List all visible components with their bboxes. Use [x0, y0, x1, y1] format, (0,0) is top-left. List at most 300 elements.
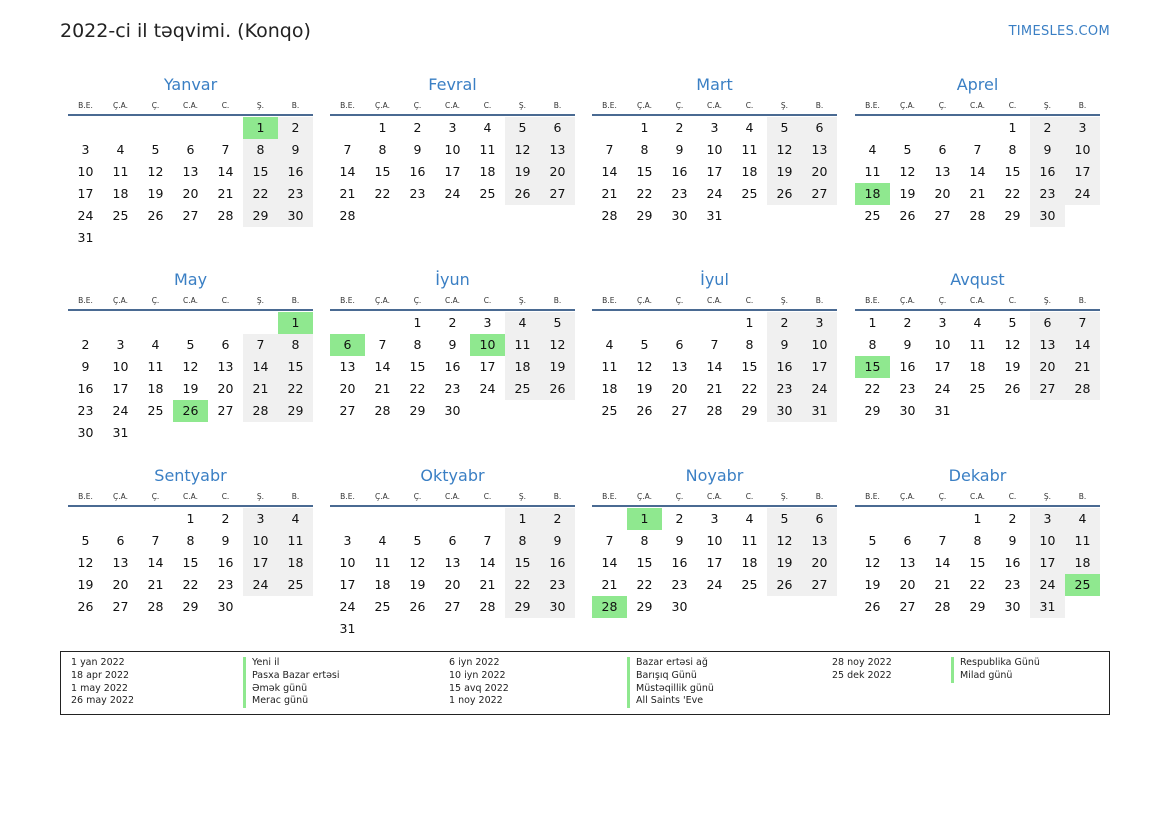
- holiday-day: 10: [470, 334, 505, 356]
- day-cell: 22: [864, 381, 881, 396]
- day-cell: 27: [802, 183, 837, 205]
- empty-cell: [103, 117, 138, 139]
- weekday-label: Ç.: [938, 491, 947, 501]
- empty-cell: [138, 117, 173, 139]
- day-cell: 17: [112, 381, 129, 396]
- holiday-legend: [60, 651, 1110, 715]
- day-cell: 7: [605, 533, 614, 548]
- day-cell: 23: [1004, 577, 1021, 592]
- empty-cell: [855, 508, 890, 530]
- month-10: [330, 465, 575, 640]
- weekday-label: Ş.: [256, 491, 265, 501]
- day-cell: 31: [802, 400, 837, 422]
- weekday-label: C.A.: [444, 295, 460, 305]
- weekday-label: C.: [1008, 491, 1017, 501]
- month-name: Noyabr: [685, 466, 744, 485]
- day-cell: 23: [540, 574, 575, 596]
- day-cell: 18: [479, 164, 496, 179]
- weekday-label: B.: [291, 295, 300, 305]
- legend-date: 18 apr 2022: [71, 669, 130, 681]
- day-cell: 9: [413, 142, 422, 157]
- legend-holiday-name: Barışıq Günü: [627, 670, 697, 683]
- weekday-label: C.A.: [969, 100, 985, 110]
- weekday-header: [592, 291, 837, 311]
- weekday-label: C.A.: [182, 295, 198, 305]
- day-cell: 19: [1004, 359, 1021, 374]
- day-cell: 10: [339, 555, 356, 570]
- day-cell: 21: [601, 186, 618, 201]
- empty-cell: [208, 312, 243, 334]
- empty-cell: [365, 312, 400, 334]
- day-cell: 12: [1004, 337, 1021, 352]
- day-cell: 9: [675, 533, 684, 548]
- day-grid: [592, 507, 837, 618]
- weekday-label: Ç.: [151, 295, 160, 305]
- day-cell: 3: [448, 120, 457, 135]
- day-cell: 29: [182, 599, 199, 614]
- day-cell: 4: [745, 120, 754, 135]
- day-cell: 21: [1065, 356, 1100, 378]
- day-cell: 27: [444, 599, 461, 614]
- day-cell: 8: [378, 142, 387, 157]
- day-cell: 7: [151, 533, 160, 548]
- weekday-label: Ç.A.: [374, 491, 390, 501]
- day-cell: 26: [899, 208, 916, 223]
- holiday-day: 1: [243, 117, 278, 139]
- day-cell: 23: [899, 381, 916, 396]
- day-cell: 7: [1065, 312, 1100, 334]
- weekday-label: C.A.: [706, 295, 722, 305]
- day-cell: 25: [147, 403, 164, 418]
- legend-date: 15 avq 2022: [449, 682, 509, 694]
- month-4: [855, 74, 1100, 227]
- legend-holiday-name: Müstəqillik günü: [627, 683, 714, 696]
- day-cell: 27: [112, 599, 129, 614]
- weekday-label: B.E.: [340, 100, 355, 110]
- holiday-day: 18: [855, 183, 890, 205]
- weekday-label: Ç.A.: [899, 100, 915, 110]
- day-cell: 12: [767, 139, 802, 161]
- month-name: Aprel: [956, 75, 999, 94]
- day-cell: 5: [540, 312, 575, 334]
- day-cell: 6: [938, 142, 947, 157]
- day-cell: 14: [969, 164, 986, 179]
- day-cell: 14: [374, 359, 391, 374]
- day-cell: 23: [767, 378, 802, 400]
- day-cell: 5: [81, 533, 90, 548]
- day-cell: 21: [969, 186, 986, 201]
- day-cell: 28: [243, 400, 278, 422]
- day-grid: [330, 507, 575, 640]
- day-cell: 22: [969, 577, 986, 592]
- day-cell: 25: [741, 577, 758, 592]
- weekday-label: Ç.A.: [112, 295, 128, 305]
- day-cell: 16: [278, 161, 313, 183]
- day-cell: 10: [802, 334, 837, 356]
- day-cell: 11: [741, 142, 758, 157]
- day-cell: 24: [802, 378, 837, 400]
- month-name: Avqust: [950, 270, 1005, 289]
- weekday-label: Ç.: [675, 100, 684, 110]
- weekday-label: B.E.: [340, 491, 355, 501]
- day-grid: [330, 116, 575, 227]
- day-cell: 5: [413, 533, 422, 548]
- day-cell: 2: [675, 511, 684, 526]
- day-cell: 23: [409, 186, 426, 201]
- day-grid: [592, 116, 837, 227]
- weekday-label: Ç.A.: [636, 100, 652, 110]
- day-cell: 24: [706, 577, 723, 592]
- day-cell: 16: [671, 164, 688, 179]
- day-cell: 30: [217, 599, 234, 614]
- day-cell: 14: [339, 164, 356, 179]
- empty-cell: [173, 312, 208, 334]
- weekday-header: [855, 96, 1100, 116]
- weekday-label: Ç.: [413, 295, 422, 305]
- day-cell: 12: [409, 555, 426, 570]
- day-cell: 16: [671, 555, 688, 570]
- day-cell: 27: [934, 208, 951, 223]
- day-cell: 21: [217, 186, 234, 201]
- day-cell: 4: [605, 337, 614, 352]
- weekday-label: B.: [553, 100, 562, 110]
- day-cell: 17: [339, 577, 356, 592]
- weekday-header: [330, 487, 575, 507]
- day-cell: 8: [745, 337, 754, 352]
- day-cell: 4: [1065, 508, 1100, 530]
- day-cell: 4: [378, 533, 387, 548]
- month-3: [592, 74, 837, 227]
- day-cell: 15: [243, 161, 278, 183]
- day-cell: 11: [479, 142, 496, 157]
- legend-holiday-name: Yeni il: [243, 657, 279, 670]
- day-cell: 26: [147, 208, 164, 223]
- empty-cell: [592, 312, 627, 334]
- day-cell: 30: [540, 596, 575, 618]
- weekday-label: C.: [1008, 295, 1017, 305]
- day-cell: 30: [671, 599, 688, 614]
- day-cell: 11: [505, 334, 540, 356]
- day-cell: 26: [636, 403, 653, 418]
- day-cell: 31: [706, 208, 723, 223]
- day-cell: 2: [221, 511, 230, 526]
- day-cell: 11: [278, 530, 313, 552]
- day-cell: 12: [182, 359, 199, 374]
- day-cell: 13: [934, 164, 951, 179]
- day-cell: 24: [77, 208, 94, 223]
- weekday-label: C.: [221, 295, 230, 305]
- weekday-label: Ç.: [675, 295, 684, 305]
- empty-cell: [627, 312, 662, 334]
- month-12: [855, 465, 1100, 618]
- day-cell: 13: [671, 359, 688, 374]
- day-cell: 13: [339, 359, 356, 374]
- day-cell: 24: [112, 403, 129, 418]
- day-cell: 4: [745, 511, 754, 526]
- day-cell: 31: [934, 403, 951, 418]
- day-cell: 1: [1008, 120, 1017, 135]
- day-cell: 14: [217, 164, 234, 179]
- month-2: [330, 74, 575, 227]
- day-cell: 12: [147, 164, 164, 179]
- day-cell: 8: [243, 139, 278, 161]
- legend-date: 1 yan 2022: [71, 657, 125, 668]
- day-cell: 17: [1030, 552, 1065, 574]
- day-cell: 1: [413, 315, 422, 330]
- day-cell: 21: [243, 378, 278, 400]
- day-cell: 26: [505, 183, 540, 205]
- day-cell: 19: [182, 381, 199, 396]
- weekday-label: Ş.: [780, 100, 789, 110]
- empty-cell: [470, 508, 505, 530]
- day-cell: 11: [741, 533, 758, 548]
- day-cell: 25: [479, 186, 496, 201]
- empty-cell: [330, 508, 365, 530]
- month-name: Fevral: [428, 75, 477, 94]
- day-cell: 18: [278, 552, 313, 574]
- day-cell: 22: [409, 381, 426, 396]
- day-cell: 11: [112, 164, 129, 179]
- day-cell: 12: [767, 530, 802, 552]
- day-cell: 24: [444, 186, 461, 201]
- day-cell: 4: [973, 315, 982, 330]
- day-cell: 27: [802, 574, 837, 596]
- day-cell: 23: [671, 186, 688, 201]
- day-cell: 28: [479, 599, 496, 614]
- day-cell: 9: [767, 334, 802, 356]
- day-cell: 2: [1008, 511, 1017, 526]
- day-cell: 14: [601, 555, 618, 570]
- weekday-label: B.E.: [602, 295, 617, 305]
- day-cell: 12: [636, 359, 653, 374]
- day-cell: 3: [710, 120, 719, 135]
- day-cell: 26: [540, 378, 575, 400]
- day-cell: 15: [374, 164, 391, 179]
- legend-date: 25 dek 2022: [832, 669, 892, 681]
- day-cell: 13: [802, 139, 837, 161]
- day-cell: 7: [483, 533, 492, 548]
- empty-cell: [662, 312, 697, 334]
- month-8: [855, 269, 1100, 422]
- weekday-label: C.: [221, 491, 230, 501]
- month-5: [68, 269, 313, 444]
- day-cell: 15: [636, 555, 653, 570]
- day-cell: 15: [969, 555, 986, 570]
- day-cell: 3: [938, 315, 947, 330]
- empty-cell: [855, 117, 890, 139]
- day-cell: 12: [540, 334, 575, 356]
- empty-cell: [103, 508, 138, 530]
- day-cell: 4: [278, 508, 313, 530]
- day-cell: 6: [540, 117, 575, 139]
- weekday-label: C.: [745, 295, 754, 305]
- day-cell: 28: [934, 599, 951, 614]
- day-cell: 13: [899, 555, 916, 570]
- day-cell: 26: [864, 599, 881, 614]
- day-cell: 29: [409, 403, 426, 418]
- empty-cell: [365, 508, 400, 530]
- weekday-label: B.E.: [78, 491, 93, 501]
- weekday-label: Ş.: [256, 295, 265, 305]
- day-cell: 28: [969, 208, 986, 223]
- day-cell: 8: [278, 334, 313, 356]
- month-name: İyul: [700, 270, 729, 289]
- empty-cell: [68, 508, 103, 530]
- day-cell: 27: [899, 599, 916, 614]
- month-name: İyun: [435, 270, 470, 289]
- day-cell: 25: [112, 208, 129, 223]
- day-cell: 29: [636, 208, 653, 223]
- month-1: [68, 74, 313, 249]
- day-cell: 20: [444, 577, 461, 592]
- day-cell: 31: [339, 621, 356, 636]
- brand-link[interactable]: TIMESLES.COM: [1008, 24, 1110, 39]
- day-cell: 1: [868, 315, 877, 330]
- day-cell: 15: [182, 555, 199, 570]
- day-cell: 20: [1030, 356, 1065, 378]
- day-cell: 29: [505, 596, 540, 618]
- weekday-label: C.: [745, 491, 754, 501]
- month-7: [592, 269, 837, 422]
- day-cell: 22: [1004, 186, 1021, 201]
- day-cell: 11: [864, 164, 881, 179]
- weekday-label: Ç.A.: [374, 295, 390, 305]
- day-cell: 20: [802, 161, 837, 183]
- weekday-label: Ç.: [938, 295, 947, 305]
- day-cell: 3: [802, 312, 837, 334]
- day-cell: 13: [540, 139, 575, 161]
- legend-holiday-name: Əmək günü: [243, 683, 307, 696]
- weekday-header: [68, 291, 313, 311]
- day-cell: 22: [741, 381, 758, 396]
- day-cell: 24: [339, 599, 356, 614]
- day-cell: 2: [540, 508, 575, 530]
- day-cell: 3: [710, 511, 719, 526]
- weekday-label: C.: [1008, 100, 1017, 110]
- day-cell: 15: [278, 356, 313, 378]
- legend-holiday-name: Milad günü: [951, 670, 1012, 683]
- day-cell: 1: [745, 315, 754, 330]
- day-grid: [855, 311, 1100, 422]
- weekday-header: [592, 96, 837, 116]
- day-cell: 13: [1030, 334, 1065, 356]
- legend-holiday-name: Respublika Günü: [951, 657, 1040, 670]
- day-cell: 8: [505, 530, 540, 552]
- weekday-header: [68, 96, 313, 116]
- day-cell: 2: [278, 117, 313, 139]
- day-cell: 30: [899, 403, 916, 418]
- legend-date: 6 iyn 2022: [449, 657, 500, 668]
- weekday-label: C.A.: [706, 491, 722, 501]
- empty-cell: [243, 312, 278, 334]
- weekday-label: C.: [483, 295, 492, 305]
- day-cell: 19: [636, 381, 653, 396]
- weekday-label: C.: [483, 491, 492, 501]
- month-name: Mart: [696, 75, 733, 94]
- day-cell: 24: [1065, 183, 1100, 205]
- day-cell: 8: [640, 533, 649, 548]
- day-cell: 4: [505, 312, 540, 334]
- legend-date: 10 iyn 2022: [449, 669, 506, 681]
- weekday-label: B.E.: [865, 295, 880, 305]
- weekday-label: B.: [1078, 100, 1087, 110]
- day-cell: 19: [767, 161, 802, 183]
- weekday-label: Ş.: [1043, 295, 1052, 305]
- day-cell: 25: [969, 381, 986, 396]
- day-cell: 29: [1004, 208, 1021, 223]
- day-cell: 9: [448, 337, 457, 352]
- day-cell: 9: [1030, 139, 1065, 161]
- day-cell: 16: [409, 164, 426, 179]
- weekday-label: Ç.A.: [899, 491, 915, 501]
- weekday-label: C.: [745, 100, 754, 110]
- day-cell: 18: [374, 577, 391, 592]
- day-cell: 1: [640, 120, 649, 135]
- weekday-label: Ş.: [256, 100, 265, 110]
- day-cell: 19: [767, 552, 802, 574]
- empty-cell: [173, 117, 208, 139]
- day-cell: 30: [1004, 599, 1021, 614]
- weekday-label: Ç.A.: [374, 100, 390, 110]
- month-name: Dekabr: [948, 466, 1007, 485]
- day-cell: 7: [221, 142, 230, 157]
- day-cell: 18: [969, 359, 986, 374]
- day-cell: 4: [868, 142, 877, 157]
- day-cell: 30: [77, 425, 94, 440]
- empty-cell: [138, 312, 173, 334]
- day-cell: 18: [741, 164, 758, 179]
- day-cell: 27: [339, 403, 356, 418]
- day-cell: 31: [112, 425, 129, 440]
- weekday-label: B.E.: [602, 491, 617, 501]
- day-cell: 23: [1030, 183, 1065, 205]
- day-cell: 5: [903, 142, 912, 157]
- day-cell: 8: [186, 533, 195, 548]
- day-cell: 6: [802, 508, 837, 530]
- day-cell: 5: [767, 508, 802, 530]
- day-cell: 25: [601, 403, 618, 418]
- day-cell: 17: [77, 186, 94, 201]
- day-cell: 16: [1030, 161, 1065, 183]
- legend-holiday-name: Bazar ertəsi ağ: [627, 657, 708, 670]
- day-cell: 31: [1030, 596, 1065, 618]
- weekday-label: B.: [553, 295, 562, 305]
- day-cell: 8: [1008, 142, 1017, 157]
- day-cell: 20: [671, 381, 688, 396]
- day-cell: 18: [147, 381, 164, 396]
- weekday-header: [330, 291, 575, 311]
- holiday-day: 26: [173, 400, 208, 422]
- day-cell: 13: [217, 359, 234, 374]
- day-cell: 15: [409, 359, 426, 374]
- day-cell: 19: [505, 161, 540, 183]
- day-cell: 24: [1030, 574, 1065, 596]
- day-cell: 3: [116, 337, 125, 352]
- weekday-label: Ç.A.: [112, 491, 128, 501]
- weekday-label: C.A.: [182, 100, 198, 110]
- weekday-header: [330, 96, 575, 116]
- day-cell: 22: [636, 186, 653, 201]
- day-cell: 6: [903, 533, 912, 548]
- day-cell: 10: [77, 164, 94, 179]
- day-cell: 17: [706, 555, 723, 570]
- day-cell: 6: [802, 117, 837, 139]
- holiday-day: 25: [1065, 574, 1100, 596]
- empty-cell: [68, 312, 103, 334]
- day-cell: 12: [77, 555, 94, 570]
- day-cell: 21: [374, 381, 391, 396]
- day-cell: 1: [378, 120, 387, 135]
